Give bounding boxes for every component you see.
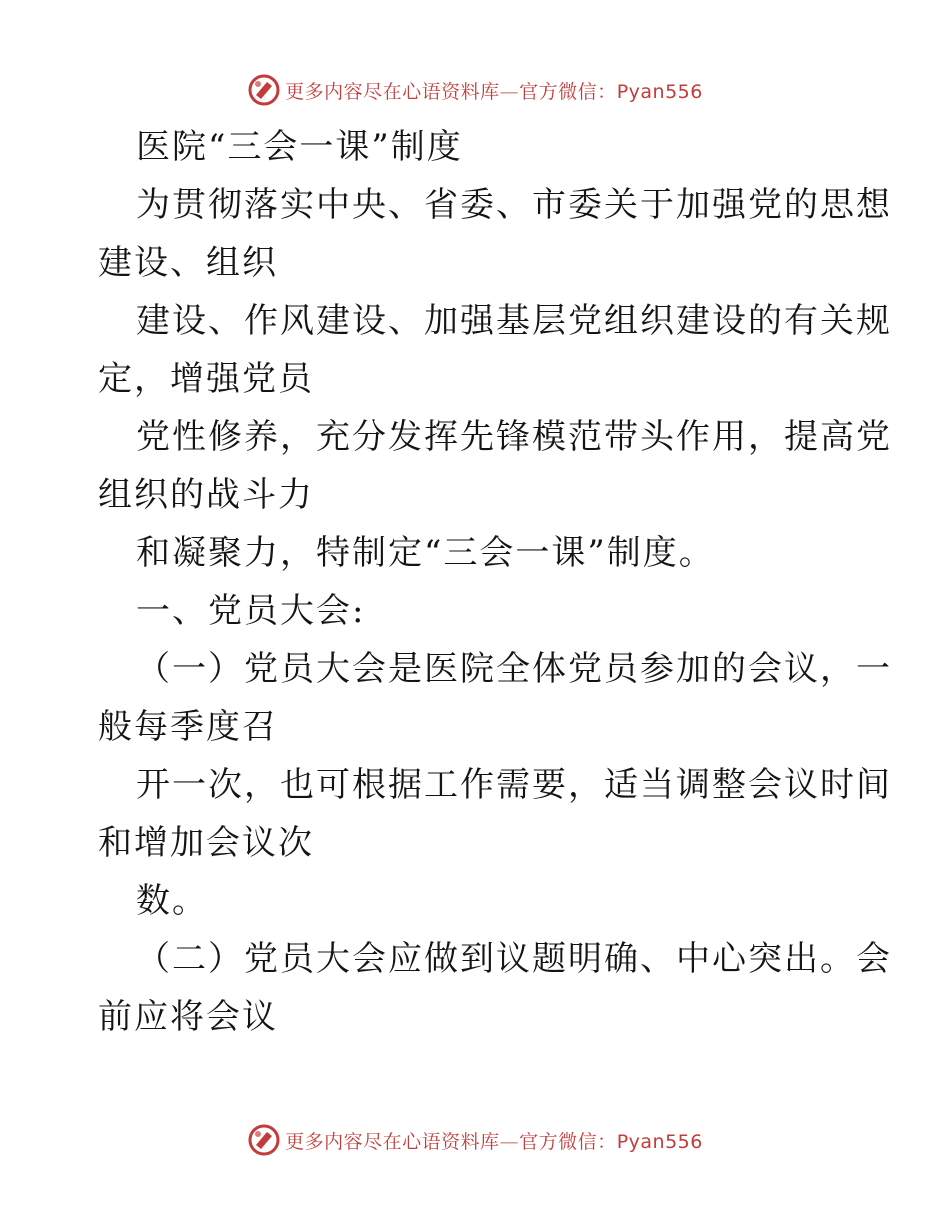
logo-icon <box>247 1123 281 1157</box>
paragraph-line: 组织的战斗力 <box>98 475 314 515</box>
logo-icon <box>247 73 281 107</box>
paragraph-line: 和凝聚力，特制定“三会一课”制度。 <box>136 533 715 573</box>
paragraph-line: 建设、作风建设、加强基层党组织建设的有关规 <box>136 301 892 341</box>
watermark-account: Pyan556 <box>616 80 703 103</box>
paragraph-line: 般每季度召 <box>98 707 278 747</box>
paragraph-line: 建设、组织 <box>98 243 278 283</box>
watermark-text <box>285 1127 703 1154</box>
paragraph-line: 党性修养，充分发挥先锋模范带头作用，提高党 <box>136 417 892 457</box>
header-watermark <box>0 70 950 110</box>
watermark-label: 官方微信： <box>519 1130 617 1153</box>
paragraph-line: 为贯彻落实中央、省委、市委关于加强党的思想 <box>136 185 892 225</box>
footer-watermark <box>0 1120 950 1160</box>
document-body <box>98 118 892 1046</box>
watermark-separator: — <box>499 1130 520 1153</box>
paragraph-line: （二）党员大会应做到议题明确、中心突出。会 <box>136 939 892 979</box>
watermark-account: Pyan556 <box>616 1130 703 1153</box>
paragraph-line: 数。 <box>136 881 208 921</box>
watermark-label: 官方微信： <box>519 80 617 103</box>
paragraph-line: 开一次，也可根据工作需要，适当调整会议时间 <box>136 765 892 805</box>
paragraph-line: 定，增强党员 <box>98 359 314 399</box>
paragraph-line: （一）党员大会是医院全体党员参加的会议，一 <box>136 649 892 689</box>
watermark-site-text: 更多内容尽在心语资料库 <box>285 80 500 103</box>
paragraph-line: 和增加会议次 <box>98 823 314 863</box>
watermark-site-text: 更多内容尽在心语资料库 <box>285 1130 500 1153</box>
watermark-text <box>285 77 703 104</box>
section-heading: 一、党员大会: <box>136 591 366 631</box>
paragraph-line: 前应将会议 <box>98 997 278 1037</box>
document-title: 医院“三会一课”制度 <box>136 127 463 167</box>
watermark-separator: — <box>499 80 520 103</box>
